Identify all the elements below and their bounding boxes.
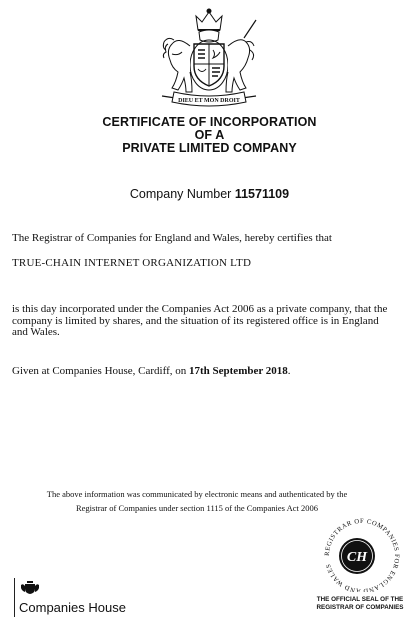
certificate-title-line-2: OF A xyxy=(194,128,225,142)
registrar-statement: The Registrar of Companies for England and Wales, hereby certifies that xyxy=(12,232,332,244)
company-number-line xyxy=(0,187,419,201)
certificate-title-line-3: PRIVATE LIMITED COMPANY xyxy=(122,141,297,155)
given-suffix: . xyxy=(287,365,291,377)
companies-house-crest-icon xyxy=(20,581,40,595)
given-date: 17th September 2018 xyxy=(189,365,288,377)
company-name: TRUE-CHAIN INTERNET ORGANIZATION LTD xyxy=(12,257,252,269)
company-number-label: Company Number xyxy=(129,187,232,201)
seal-caption-line-1: THE OFFICIAL SEAL OF THE xyxy=(316,596,404,603)
companies-house-logo-text: Companies House xyxy=(19,600,126,615)
incorporation-line-2: company is limited by shares, and the situation of its registered office is in England xyxy=(12,314,379,327)
seal-caption-line-2: REGISTRAR OF COMPANIES xyxy=(316,604,404,611)
authentication-note-line-2: Registrar of Companies under section 1115 of the Companies Act 2006 xyxy=(75,503,319,513)
crest-motto: DIEU ET MON DROIT xyxy=(178,98,240,104)
certificate-title-line-1: CERTIFICATE OF INCORPORATION xyxy=(102,115,317,129)
given-prefix: Given at Companies House, Cardiff, on xyxy=(12,365,187,377)
seal-monogram: CH xyxy=(346,550,368,565)
authentication-note-line-1: The above information was communicated by electronic means and authenticated by the xyxy=(46,489,348,499)
seal-ring-text: REGISTRAR OF COMPANIES FOR ENGLAND AND WALES xyxy=(323,517,401,592)
registrar-seal-icon xyxy=(317,516,407,592)
given-at-statement xyxy=(12,366,407,378)
company-number-value: 11571109 xyxy=(234,187,290,201)
incorporation-line-3: and Wales. xyxy=(12,326,60,338)
incorporation-line-1: is this day incorporated under the Companies Act 2006 as a private company, that the xyxy=(12,303,388,315)
companies-house-logo-rule xyxy=(14,578,15,617)
incorporation-statement xyxy=(12,304,407,339)
royal-coat-of-arms-icon xyxy=(152,6,266,108)
